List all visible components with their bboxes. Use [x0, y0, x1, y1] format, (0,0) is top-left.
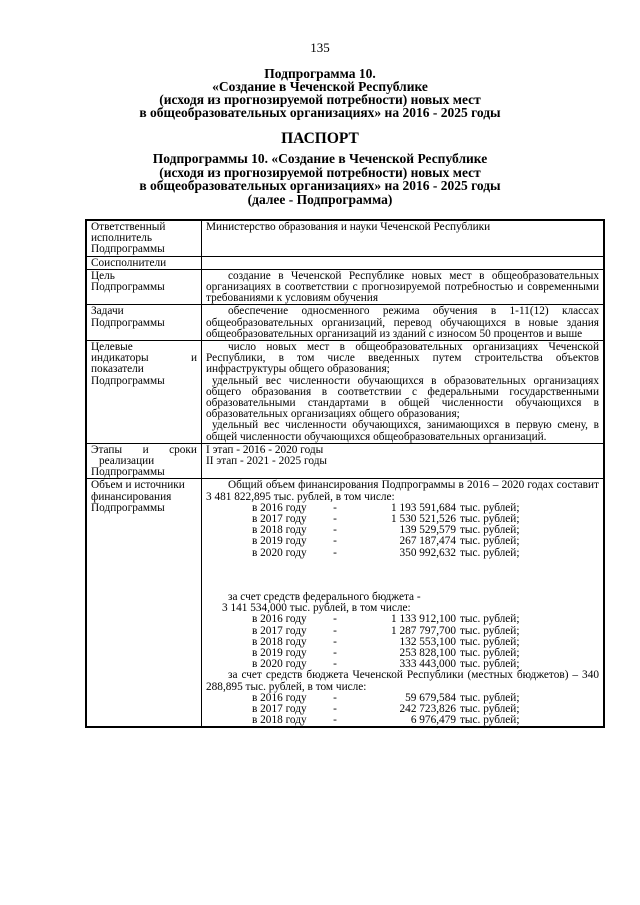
dash: - [333, 635, 337, 648]
financing-year-row [206, 548, 599, 559]
row-coexecutors [86, 256, 604, 269]
row-tasks [86, 305, 604, 341]
label-line: Подпрограммы [91, 466, 165, 479]
amount: 139 529,579 [399, 524, 456, 537]
year-label: в 2016 году [252, 501, 307, 514]
financing-intro: Общий объем финансирования Подпрограммы в 2016 – 2020 годах составит 3 481 822,895 тыс. рублей, в том числе: [206, 479, 599, 503]
amount: 333 443,000 [399, 658, 456, 671]
year-label: в 2020 году [252, 546, 307, 559]
unit: тыс. рублей; [460, 714, 520, 727]
dash: - [333, 524, 337, 537]
label-line: исполнитель [91, 232, 153, 245]
passport-subtitle [0, 152, 640, 206]
unit: тыс. рублей; [460, 646, 520, 659]
label-line: Подпрограммы [91, 243, 165, 256]
stage-1: I этап - 2016 - 2020 годы [206, 443, 324, 456]
financing-year-row [206, 614, 599, 625]
label-line: Подпрограммы [91, 281, 165, 294]
total-years-list [206, 503, 599, 559]
year-label: в 2018 году [252, 524, 307, 537]
year-label: в 2017 году [252, 513, 307, 526]
year-label: в 2019 году [252, 535, 307, 548]
subtitle-line: Подпрограммы 10. «Создание в Чеченской Республике [152, 151, 488, 166]
unit: тыс. рублей; [460, 513, 520, 526]
year-label: в 2019 году [252, 646, 307, 659]
financing-year-row [206, 715, 599, 726]
subtitle-line: (исходя из прогнозируемой потребности) новых мест [159, 164, 481, 180]
label-word: индикаторы [91, 352, 149, 365]
label-line: Целевые [91, 341, 133, 354]
page-number: 135 [310, 40, 330, 55]
label-line: Подпрограммы [91, 316, 165, 329]
row-financing [86, 479, 604, 727]
unit: тыс. рублей; [460, 546, 520, 559]
amount: 242 723,826 [399, 702, 456, 715]
value-cell [202, 443, 605, 479]
regional-text: за счет средств бюджета Чеченской Республики (местных бюджетов) – 340 288,895 тыс. рублей, в том числе: [206, 669, 599, 693]
value-cell [202, 220, 605, 256]
amount: 1 530 521,526 [391, 513, 456, 526]
label-line: Объем и источники [91, 479, 185, 492]
federal-heading: за счет средств федерального бюджета - [228, 590, 421, 603]
title-line: (исходя из прогнозируемой потребности) новых мест [159, 92, 481, 107]
amount: 132 553,100 [399, 635, 456, 648]
year-label: в 2020 году [252, 658, 307, 671]
unit: тыс. рублей; [460, 501, 520, 514]
dash: - [333, 714, 337, 727]
indicator-item: удельный вес численности обучающихся, занимающихся в первую смену, в общей численности обучающихся общеобразовательных организаций. [206, 419, 599, 443]
amount: 267 187,474 [399, 535, 456, 548]
unit: тыс. рублей; [460, 691, 520, 704]
federal-years-list [206, 614, 599, 670]
responsible-value: Министерство образования и науки Чеченской Республики [206, 221, 491, 233]
label-cell [86, 305, 202, 341]
amount: 59 679,584 [405, 691, 456, 704]
goal-value: создание в Чеченской Республике новых мест в общеобразовательных организациях в соответствии с прогнозируемой потребностью и современными требованиями к условиям обучения [206, 269, 599, 305]
dash: - [333, 646, 337, 659]
label-line: Цель [91, 269, 115, 282]
value-cell [202, 341, 605, 444]
value-cell [202, 479, 605, 727]
subtitle-line: в общеобразовательных организациях» на 2016 - 2025 годы [139, 178, 501, 193]
label-line: показатели [91, 363, 144, 376]
passport-heading: ПАСПОРТ [281, 130, 359, 147]
unit: тыс. рублей; [460, 624, 520, 637]
label-cell [86, 341, 202, 444]
federal-total: 3 141 534,000 тыс. рублей, в том числе: [222, 602, 411, 615]
dash: - [333, 613, 337, 626]
amount: 1 193 591,684 [391, 501, 456, 514]
dash: - [333, 691, 337, 704]
label-line: Ответственный [91, 221, 166, 233]
amount: 1 287 797,700 [391, 624, 456, 637]
amount: 350 992,632 [399, 546, 456, 559]
row-indicators [86, 341, 604, 444]
title-line: «Создание в Чеченской Республике [212, 79, 428, 94]
label-word: сроки [169, 443, 197, 456]
value-cell [202, 305, 605, 341]
label-word: и [142, 443, 149, 456]
dash: - [333, 546, 337, 559]
year-label: в 2017 году [252, 624, 307, 637]
label-cell [86, 220, 202, 256]
unit: тыс. рублей; [460, 635, 520, 648]
indicator-item: число новых мест в общеобразовательных организациях Чеченской Республики, в том числе введенных путем строительства объектов инфраструктуры общего образования; [206, 341, 599, 376]
tasks-value: обеспечение односменного режима обучения в 1-11(12) классах общеобразовательных организаций, перевод обучающихся в новые здания общеобразовательных организаций из зданий с износом 50 процентов и выше [206, 305, 599, 340]
year-label: в 2018 году [252, 714, 307, 727]
row-goal [86, 269, 604, 305]
label-line: финансирования [91, 490, 172, 503]
year-label: в 2017 году [252, 702, 307, 715]
unit: тыс. рублей; [460, 658, 520, 671]
dash: - [333, 501, 337, 514]
amount: 6 976,479 [410, 714, 456, 727]
title-line: в общеобразовательных организациях» на 2016 - 2025 годы [139, 105, 501, 120]
unit: тыс. рублей; [460, 613, 520, 626]
dash: - [333, 535, 337, 548]
indicator-item: удельный вес численности обучающихся в образовательных организациях общего образования в соответствии с федеральными государственными образовательными стандартами в общей численности обучающихся в образовательных организациях общего образования; [206, 374, 599, 421]
value-cell [202, 256, 605, 269]
subprogram-title [0, 67, 640, 119]
passport-table [85, 219, 605, 728]
unit: тыс. рублей; [460, 524, 520, 537]
year-label: в 2016 году [252, 613, 307, 626]
row-stages [86, 443, 604, 479]
unit: тыс. рублей; [460, 702, 520, 715]
dash: - [333, 513, 337, 526]
financing-year-row [206, 536, 599, 547]
dash: - [333, 658, 337, 671]
title-line: Подпрограмма 10. [264, 66, 376, 81]
unit: тыс. рублей; [460, 535, 520, 548]
dash: - [333, 624, 337, 637]
label-line: реализации [99, 455, 155, 468]
label-cell: Соисполнители [86, 256, 202, 269]
dash: - [333, 702, 337, 715]
label-line: Подпрограммы [91, 501, 165, 514]
value-cell [202, 269, 605, 305]
spacer [206, 559, 599, 592]
subtitle-line: (далее - Подпрограмма) [247, 191, 393, 207]
label-line: Задачи [91, 305, 124, 318]
year-label: в 2018 году [252, 635, 307, 648]
label-cell [86, 269, 202, 305]
stage-2: II этап - 2021 - 2025 годы [206, 455, 328, 468]
label-cell [86, 443, 202, 479]
regional-years-list [206, 693, 599, 727]
row-responsible [86, 220, 604, 256]
amount: 1 133 912,100 [391, 613, 456, 626]
label-line: Подпрограммы [91, 374, 165, 387]
label-cell [86, 479, 202, 727]
label-word: Этапы [91, 443, 123, 456]
year-label: в 2016 году [252, 691, 307, 704]
label-word: и [190, 352, 197, 365]
amount: 253 828,100 [399, 646, 456, 659]
